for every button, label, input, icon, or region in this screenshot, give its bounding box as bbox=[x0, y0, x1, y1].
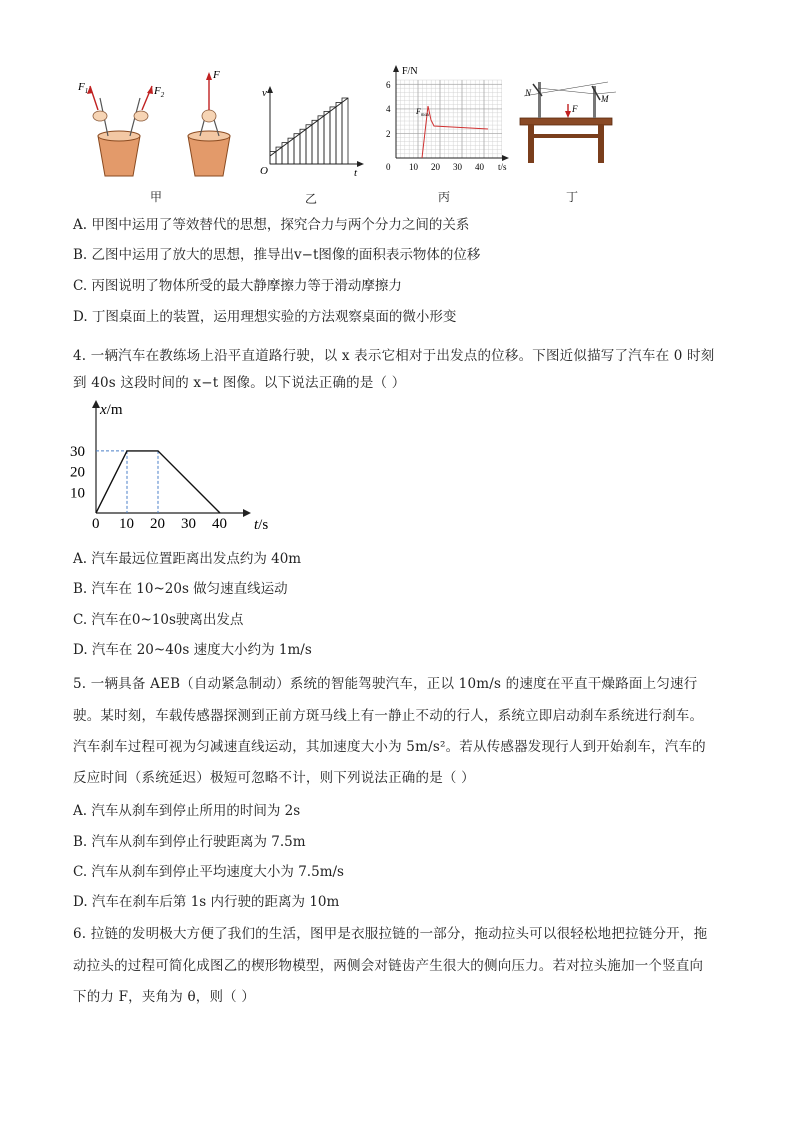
xtick-30: 30 bbox=[453, 162, 462, 172]
label-ding-f: F bbox=[572, 104, 578, 114]
y-axis-arrow bbox=[92, 400, 100, 408]
q5-option-d: D. 汽车在刹车后第 1s 内行驶的距离为 10m bbox=[73, 894, 340, 910]
label-fn: F/N bbox=[402, 66, 418, 77]
label-v: v bbox=[262, 87, 267, 99]
label-m: M bbox=[601, 94, 609, 104]
q5-option-c: C. 汽车从刹车到停止平均速度大小为 7.5m/s bbox=[73, 864, 344, 880]
figure-bing bbox=[378, 62, 518, 180]
staircase-bar bbox=[324, 111, 330, 164]
label-fmax: $F_{max}$ bbox=[416, 107, 430, 118]
graph-grid bbox=[396, 80, 502, 158]
label-f2: $F_2$ bbox=[154, 85, 165, 99]
xt-chart bbox=[68, 398, 288, 536]
label-ts: t/s bbox=[498, 162, 507, 172]
q6-stem-line3: 下的力 F，夹角为 θ，则（ ） bbox=[73, 989, 256, 1005]
bucket-right bbox=[188, 72, 230, 176]
bucket-left bbox=[87, 86, 153, 176]
ytick-label: 20 bbox=[70, 464, 85, 481]
xtick-label: 0 bbox=[92, 516, 100, 532]
q6-stem-line2: 动拉头的过程可简化成图乙的楔形物模型，两侧会对链齿产生很大的侧向压力。若对拉头施加一个竖直向 bbox=[73, 958, 704, 974]
q3-option-a: A. 甲图中运用了等效替代的思想，探究合力与两个分力之间的关系 bbox=[73, 217, 470, 233]
label-f1: $F_1$ bbox=[78, 81, 89, 95]
q5-stem-line4: 反应时间（系统延迟）极短可忽略不计，则下列说法正确的是（ ） bbox=[73, 770, 475, 786]
q5-stem-line2: 驶。某时刻，车载传感器探测到正前方斑马线上有一静止不动的行人，系统立即启动刹车系统进行刹车。 bbox=[73, 708, 704, 724]
q3-option-c: C. 丙图说明了物体所受的最大静摩擦力等于滑动摩擦力 bbox=[73, 278, 402, 294]
x-axis-arrow bbox=[243, 509, 251, 517]
staircase-bar bbox=[294, 134, 300, 164]
staircase-bar bbox=[318, 116, 324, 164]
staircase-bar bbox=[312, 120, 318, 164]
q4-option-d: D. 汽车在 20~40s 速度大小约为 1m/s bbox=[73, 642, 312, 658]
q4-option-c: C. 汽车在0~10s驶离出发点 bbox=[73, 612, 244, 628]
caption-bing: 丙 bbox=[438, 190, 451, 204]
staircase-bar bbox=[342, 98, 348, 164]
figure-yi bbox=[258, 82, 368, 178]
xtick-label: 40 bbox=[212, 516, 227, 532]
xtick-label: 30 bbox=[181, 516, 196, 532]
staircase-bar bbox=[306, 125, 312, 164]
ytick-label: 10 bbox=[70, 485, 85, 502]
staircase-bar bbox=[330, 107, 336, 164]
figure-ding bbox=[516, 76, 616, 171]
q3-option-b: B. 乙图中运用了放大的思想，推导出v−t图像的面积表示物体的位移 bbox=[73, 247, 481, 263]
figure-jia bbox=[70, 58, 245, 188]
staircase-bars bbox=[270, 98, 348, 164]
q4-stem-line1: 4. 一辆汽车在教练场上沿平直道路行驶，以 x 表示它相对于出发点的位移。下图近似描写了汽车在 0 时刻 bbox=[73, 348, 715, 364]
q5-option-a: A. 汽车从刹车到停止所用的时间为 2s bbox=[73, 803, 301, 819]
ytick-2: 2 bbox=[386, 129, 391, 139]
ytick-6: 6 bbox=[386, 80, 391, 90]
staircase-bar bbox=[336, 102, 342, 164]
caption-jia: 甲 bbox=[150, 190, 163, 204]
xtick-10: 10 bbox=[409, 162, 418, 172]
q6-stem-line1: 6. 拉链的发明极大方便了我们的生活，图甲是衣服拉链的一部分，拖动拉头可以很轻松地把拉链分开，拖 bbox=[73, 926, 708, 942]
staircase-bar bbox=[300, 129, 306, 164]
y-axis-label: x/m bbox=[100, 402, 123, 418]
label-n: N bbox=[525, 88, 532, 98]
q4-stem-line2: 到 40s 这段时间的 x−t 图像。以下说法正确的是（ ） bbox=[73, 375, 406, 391]
x-axis-label: t/s bbox=[254, 517, 269, 533]
label-o: O bbox=[260, 165, 268, 177]
q4-option-b: B. 汽车在 10~20s 做匀速直线运动 bbox=[73, 581, 288, 597]
xtick-label: 10 bbox=[119, 516, 134, 532]
label-f: F bbox=[213, 69, 220, 81]
xtick-label: 20 bbox=[150, 516, 165, 532]
ytick-4: 4 bbox=[386, 104, 391, 114]
label-t: t bbox=[354, 167, 358, 178]
caption-yi: 乙 bbox=[305, 192, 318, 206]
ytick-0: 0 bbox=[386, 162, 391, 172]
q5-stem-line3: 汽车刹车过程可视为匀减速直线运动，其加速度大小为 5m/s²。若从传感器发现行人到开始刹车，汽车的 bbox=[73, 739, 706, 755]
q4-option-a: A. 汽车最远位置距离出发点约为 40m bbox=[73, 551, 302, 567]
xtick-40: 40 bbox=[475, 162, 484, 172]
q5-stem-line1: 5. 一辆具备 AEB（自动紧急制动）系统的智能驾驶汽车，正以 10m/s 的速度在平直干燥路面上匀速行 bbox=[73, 676, 698, 692]
caption-ding: 丁 bbox=[566, 190, 579, 204]
q5-option-b: B. 汽车从刹车到停止行驶距离为 7.5m bbox=[73, 834, 306, 850]
q3-option-d: D. 丁图桌面上的装置，运用理想实验的方法观察桌面的微小形变 bbox=[73, 309, 457, 325]
ytick-label: 30 bbox=[70, 443, 85, 460]
xtick-20: 20 bbox=[431, 162, 440, 172]
